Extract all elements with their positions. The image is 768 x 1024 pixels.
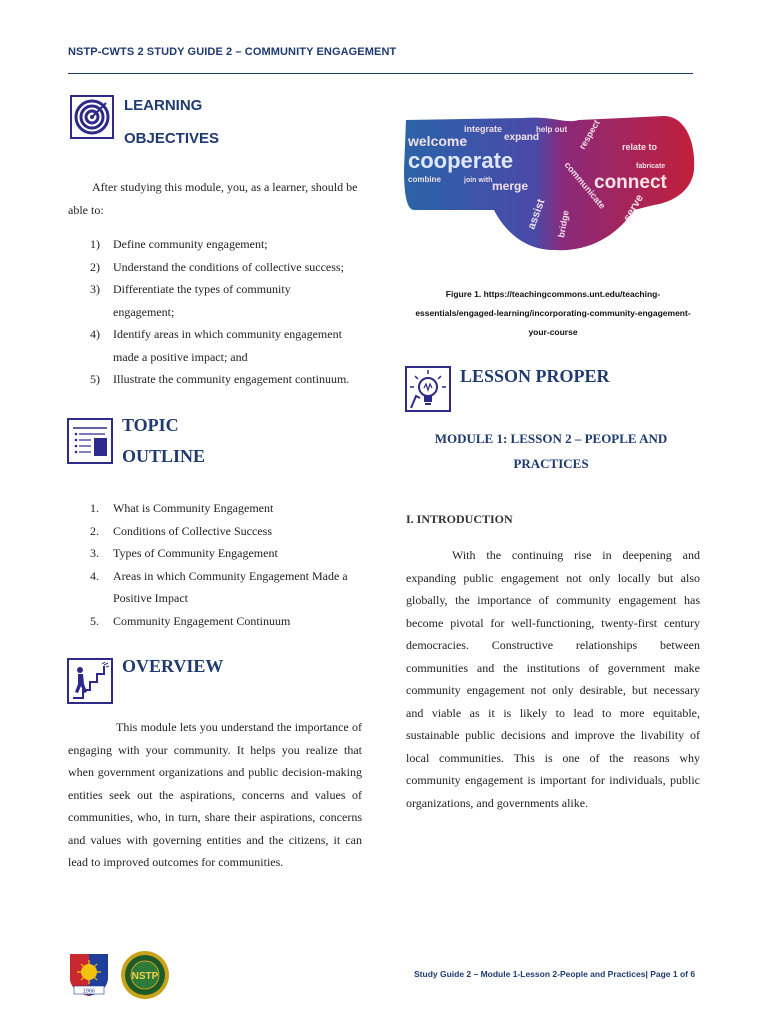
list-item-text: Community Engagement Continuum bbox=[113, 613, 291, 628]
learning-objectives-list bbox=[68, 233, 368, 391]
figure-word: connect bbox=[594, 172, 667, 193]
introduction-heading: I. INTRODUCTION bbox=[406, 512, 513, 526]
figure-caption: Figure 1. https://teachingcommons.unt.edu/teaching-essentials/engaged-learning/incorporating-community-engagement-your-course bbox=[415, 289, 691, 337]
document-header: NSTP-CWTS 2 STUDY GUIDE 2 – COMMUNITY ENGAGEMENT bbox=[68, 46, 397, 58]
figure-word: assist bbox=[525, 197, 548, 232]
topic-outline-list bbox=[68, 497, 368, 632]
topic-outline-title bbox=[122, 410, 205, 472]
list-item bbox=[68, 323, 358, 368]
list-item bbox=[68, 497, 368, 520]
list-item-text: Areas in which Community Engagement Made a Positive Impact bbox=[113, 568, 348, 605]
list-item-number: 4) bbox=[90, 327, 100, 341]
outline-document-icon bbox=[67, 418, 113, 464]
figure-word: combine bbox=[408, 175, 441, 184]
list-item-number: 5. bbox=[90, 613, 99, 628]
list-item-number: 2. bbox=[90, 523, 99, 538]
list-item-text: Types of Community Engagement bbox=[113, 546, 278, 560]
lightbulb-icon bbox=[405, 366, 451, 412]
module-title: MODULE 1: LESSON 2 – PEOPLE AND PRACTICES bbox=[434, 431, 668, 471]
topic-outline-title-line2: OUTLINE bbox=[122, 446, 206, 466]
list-item bbox=[68, 520, 368, 543]
list-item bbox=[68, 256, 368, 279]
list-item bbox=[68, 610, 368, 633]
list-item-number: 1) bbox=[90, 237, 100, 251]
list-item-number: 2) bbox=[90, 259, 100, 274]
list-item-number: 3) bbox=[90, 282, 100, 296]
figure-word: relate to bbox=[622, 142, 658, 152]
handshake-word-cloud-figure bbox=[404, 110, 696, 252]
learning-objectives-title bbox=[124, 89, 219, 155]
figure-word: fabricate bbox=[636, 163, 666, 170]
topic-outline-title-line1: TOPIC bbox=[122, 415, 179, 435]
list-item-text: Differentiate the types of community engagement; bbox=[113, 282, 291, 319]
list-item bbox=[68, 565, 368, 610]
list-item-text: Identify areas in which community engagement made a positive impact; and bbox=[113, 327, 342, 364]
list-item bbox=[68, 233, 368, 256]
figure-word: help out bbox=[536, 125, 568, 134]
figure-word: bridge bbox=[556, 209, 571, 239]
list-item-text: Understand the conditions of collective success; bbox=[113, 259, 344, 274]
overview-body-text: This module lets you understand the importance of engaging with your community. It helps you realize that when government organizations and public decision-making entities seek out the aspirations, concerns and values of communities, who, in turn, share their aspirations, concerns and values with governing entities and the citizens, it can lead to improved outcomes for communities. bbox=[68, 720, 362, 869]
deped-seal-logo bbox=[68, 950, 110, 996]
figure-word: welcome bbox=[408, 133, 468, 149]
list-item-number: 4. bbox=[90, 568, 99, 583]
figure-word: respect bbox=[577, 118, 602, 151]
figure-word: communicate bbox=[562, 159, 608, 211]
figure-word: join with bbox=[464, 177, 493, 184]
header-rule bbox=[68, 73, 693, 74]
introduction-body-text: With the continuing rise in deepening and expanding public engagement not only locally but also globally, the importance of community engagement has become pivotal for well-functioning, twenty-first century democracies. Constructive relationships between communities and the institutions of government make community engagement not only desirable, but necessary and viable as it is likely to lead to more equitable, sustainable public decisions and improve the livability of local communities. This is one of the reasons why community engagement is important for individuals, public organizations, and governments alike. bbox=[406, 548, 700, 810]
introduction-body bbox=[406, 544, 700, 814]
overview-title: OVERVIEW bbox=[122, 656, 224, 676]
list-item-text: What is Community Engagement bbox=[113, 501, 274, 515]
learning-objectives-intro-text: After studying this module, you, as a learner, should be able to: bbox=[68, 180, 358, 217]
seal-year: 1966 bbox=[82, 988, 96, 995]
nstp-label: NSTP bbox=[131, 971, 159, 982]
list-item bbox=[68, 368, 368, 391]
list-item-number: 5) bbox=[90, 372, 100, 386]
target-icon bbox=[70, 95, 114, 139]
list-item-number: 3. bbox=[90, 546, 99, 560]
list-item-number: 1. bbox=[90, 501, 99, 515]
lesson-proper-title: LESSON PROPER bbox=[460, 366, 610, 386]
list-item-text: Conditions of Collective Success bbox=[113, 523, 272, 538]
figure-word: serve bbox=[621, 192, 646, 224]
figure-word: expand bbox=[504, 132, 540, 143]
list-item-text: Define community engagement; bbox=[113, 237, 268, 251]
nstp-logo bbox=[120, 950, 170, 1000]
figure-word: merge bbox=[492, 179, 529, 193]
figure-word: cooperate bbox=[408, 148, 514, 173]
page-footer: Study Guide 2 – Module 1-Lesson 2-People and Practices| Page 1 of 6 bbox=[414, 969, 696, 979]
stairs-climbing-icon bbox=[67, 658, 113, 704]
figure-word: integrate bbox=[464, 124, 503, 134]
list-item bbox=[68, 542, 368, 565]
learning-objectives-intro bbox=[68, 176, 368, 221]
list-item-text: Illustrate the community engagement continuum. bbox=[113, 372, 350, 386]
learning-objectives-title-line1: LEARNING bbox=[124, 97, 203, 114]
learning-objectives-title-line2: OBJECTIVES bbox=[124, 130, 220, 147]
overview-body bbox=[68, 716, 362, 874]
list-item bbox=[68, 278, 303, 323]
